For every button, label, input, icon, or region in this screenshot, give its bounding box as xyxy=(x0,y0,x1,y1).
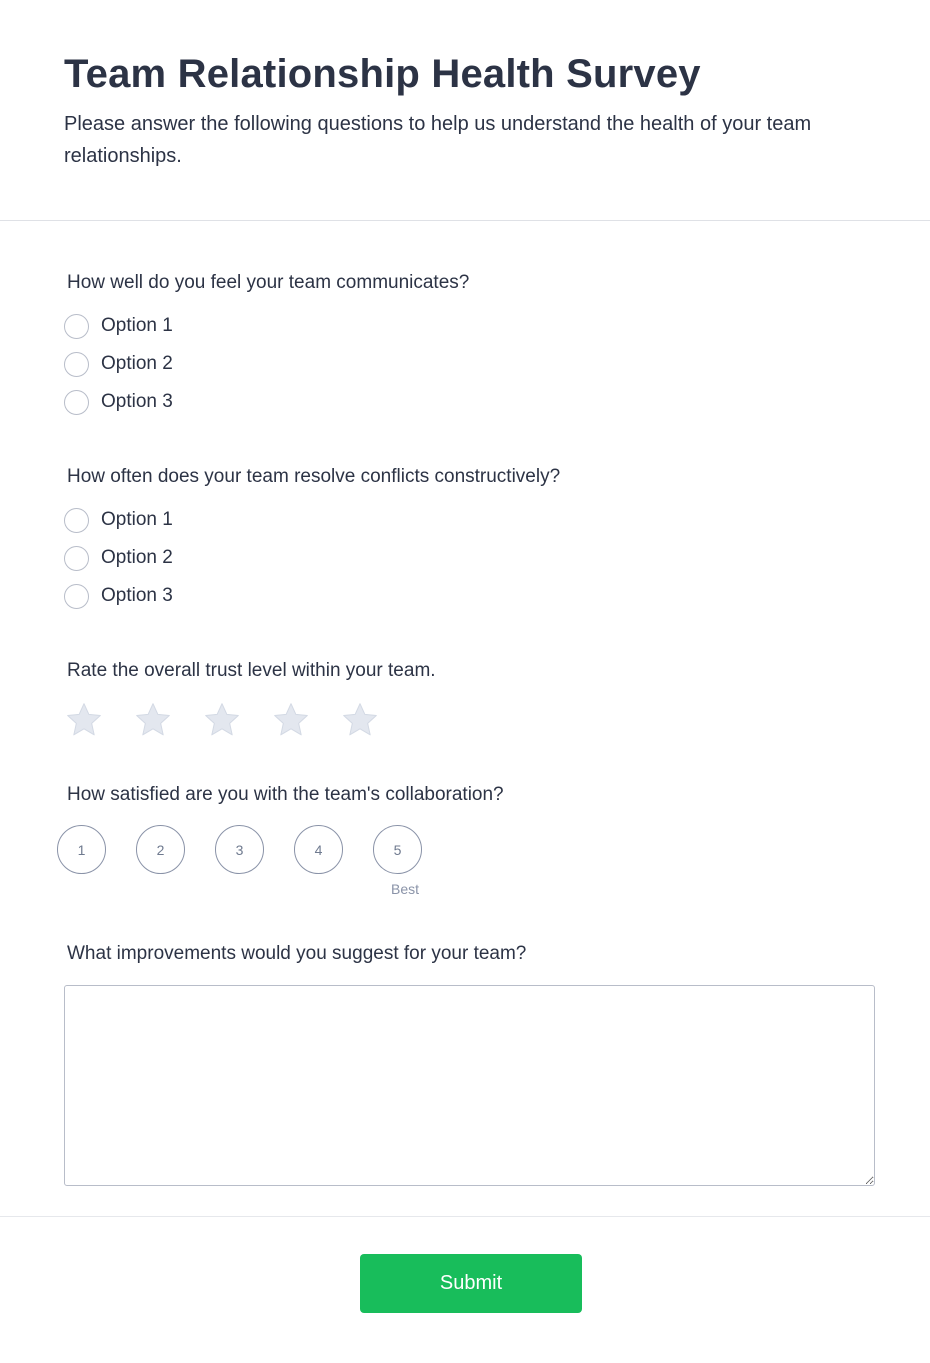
q1-option-2[interactable] xyxy=(64,351,173,377)
star-rating xyxy=(64,700,409,740)
question-3-label: Rate the overall trust level within your team. xyxy=(67,660,436,681)
radio-button[interactable] xyxy=(64,314,89,339)
radio-button[interactable] xyxy=(64,584,89,609)
question-5-label: What improvements would you suggest for your team? xyxy=(67,943,527,964)
question-4-label: How satisfied are you with the team's collaboration? xyxy=(67,784,504,805)
q2-option-3[interactable] xyxy=(64,583,173,609)
option-label: Option 2 xyxy=(101,353,173,374)
star-icon[interactable] xyxy=(271,700,311,740)
radio-button[interactable] xyxy=(64,508,89,533)
page-title: Team Relationship Health Survey xyxy=(64,52,701,96)
star-icon[interactable] xyxy=(64,700,104,740)
q1-option-3[interactable] xyxy=(64,389,173,415)
form-header xyxy=(0,0,930,221)
option-label: Option 2 xyxy=(101,547,173,568)
q2-option-1[interactable] xyxy=(64,507,173,533)
star-icon[interactable] xyxy=(340,700,380,740)
radio-button[interactable] xyxy=(64,390,89,415)
submit-button[interactable]: Submit xyxy=(360,1254,582,1313)
scale-option-1[interactable]: 1 xyxy=(57,825,106,874)
suggestions-textarea[interactable] xyxy=(64,985,875,1186)
page-subtitle: Please answer the following questions to help us understand the health of your team relationships. xyxy=(64,113,812,167)
scale-option-2[interactable]: 2 xyxy=(136,825,185,874)
radio-button[interactable] xyxy=(64,546,89,571)
footer-divider xyxy=(0,1216,930,1217)
star-icon[interactable] xyxy=(202,700,242,740)
option-label: Option 1 xyxy=(101,315,173,336)
option-label: Option 3 xyxy=(101,391,173,412)
star-icon[interactable] xyxy=(133,700,173,740)
scale-best-label: Best xyxy=(391,881,420,897)
option-label: Option 1 xyxy=(101,509,173,530)
scale-rating xyxy=(57,825,437,905)
radio-button[interactable] xyxy=(64,352,89,377)
scale-option-3[interactable]: 3 xyxy=(215,825,264,874)
question-2-label: How often does your team resolve conflicts constructively? xyxy=(67,466,561,487)
q2-option-2[interactable] xyxy=(64,545,173,571)
question-1-label: How well do you feel your team communicates? xyxy=(67,272,470,293)
option-label: Option 3 xyxy=(101,585,173,606)
q1-option-1[interactable] xyxy=(64,313,173,339)
scale-option-5[interactable]: 5 xyxy=(373,825,422,874)
scale-option-4[interactable]: 4 xyxy=(294,825,343,874)
